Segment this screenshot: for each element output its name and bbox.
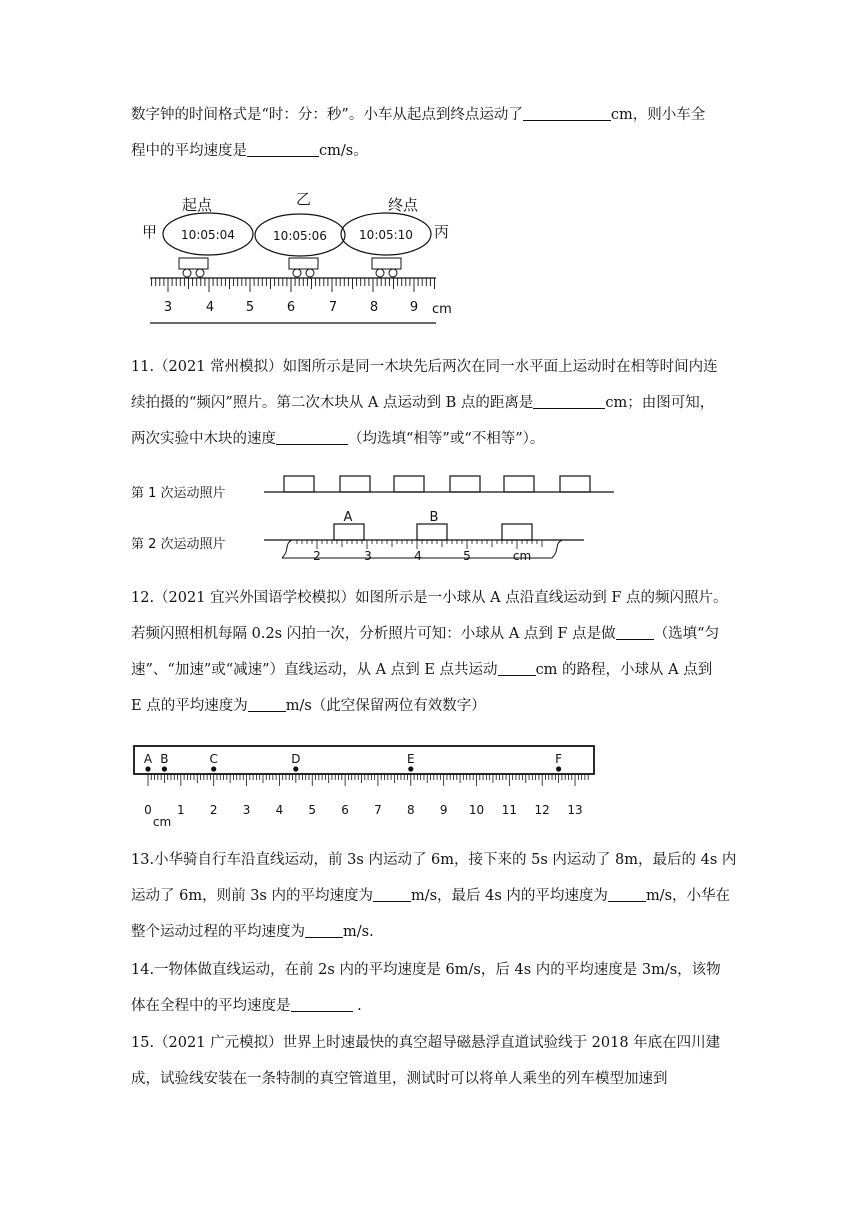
photo-frame — [134, 746, 594, 774]
ball-point-B — [162, 766, 167, 771]
q15-line-1: 15.（2021 广元模拟）世界上时速最快的真空超导磁悬浮直道试验线于 2018 年底在四川建 — [131, 1035, 721, 1051]
tick-label: 7 — [374, 803, 382, 817]
q15-text — [131, 1025, 731, 1097]
tick-label: 8 — [406, 803, 415, 817]
tick-label: 4 — [414, 549, 422, 563]
answer-blank[interactable] — [373, 885, 411, 902]
ball-point-C — [211, 766, 216, 771]
ruler-ticks — [148, 774, 588, 786]
ball-point-D — [293, 766, 298, 771]
tick-label: 9 — [439, 803, 448, 817]
tick-label: 5 — [245, 300, 255, 315]
tick-label: 5 — [308, 803, 317, 817]
q12-line-4: E 点的平均速度为 m/s（此空保留两位有效数字） — [131, 688, 731, 724]
q13-line-2: 运动了 6m，则前 3s 内的平均速度为 m/s，最后 4s 内的平均速度为 m/s，小华在 — [131, 878, 731, 914]
label-end: 终点 — [388, 196, 419, 214]
point-label-B: B — [160, 752, 169, 766]
unit-label: cm — [152, 815, 172, 829]
q12-figure — [128, 742, 598, 832]
label-jia: 甲 — [142, 223, 158, 241]
ruler-labels — [164, 300, 452, 317]
clock-mid-time: 10:05:06 — [273, 229, 327, 243]
tick-label: 2 — [313, 549, 321, 563]
label-mid: 乙 — [296, 190, 312, 208]
answer-blank[interactable] — [305, 921, 343, 938]
q10-text — [131, 97, 731, 169]
tick-label: 8 — [369, 300, 379, 315]
ruler-labels — [144, 803, 583, 817]
tick-label: 6 — [341, 803, 349, 817]
point-label-C: C — [209, 752, 218, 766]
clock-start-time: 10:05:04 — [181, 228, 235, 242]
ruler-break-left — [282, 540, 292, 558]
q11-line-3: 两次实验中木块的速度 （均选填“相等”或“不相等”）。 — [131, 421, 731, 457]
q10-line-2: 程中的平均速度是 cm/s。 — [131, 133, 731, 169]
q12-line-2: 若频闪照相机每隔 0.2s 闪拍一次，分析照片可知：小球从 A 点到 F 点是做 （选填“匀 — [131, 616, 731, 652]
q15-line-2: 成，试验线安装在一条特制的真空管道里，测试时可以将单人乘坐的列车模型加速到 — [131, 1071, 668, 1087]
tick-label: 0 — [144, 803, 152, 817]
ball-point-E — [408, 766, 413, 771]
cart-mid — [289, 258, 318, 277]
tick-label: 3 — [242, 803, 251, 817]
tick-label: 13 — [567, 803, 583, 817]
tick-label: 9 — [409, 300, 419, 315]
tick-label: 4 — [275, 803, 284, 817]
row2-blocks — [334, 524, 532, 540]
point-label-E: E — [407, 752, 415, 766]
tick-label: 10 — [468, 803, 485, 817]
ball-points — [144, 752, 562, 772]
q11-line-2: 续拍摄的“频闪”照片。第二次木块从 A 点运动到 B 点的距离是 cm；由图可知， — [131, 385, 731, 421]
tick-label: 3 — [163, 300, 173, 315]
answer-blank[interactable] — [276, 428, 348, 445]
q10-figure — [136, 186, 466, 328]
tick-label: 2 — [209, 803, 218, 817]
q14-line-2: 体在全程中的平均速度是 . — [131, 988, 731, 1024]
ruler-break-right — [552, 540, 562, 558]
tick-label: 11 — [501, 803, 517, 817]
answer-blank[interactable] — [291, 995, 353, 1012]
cart-end — [372, 258, 401, 277]
q13-text — [131, 842, 737, 950]
cart-start — [179, 258, 208, 277]
row1-blocks — [284, 476, 590, 492]
unit-label: cm — [512, 549, 532, 563]
label-start: 起点 — [182, 196, 213, 214]
q11-line-1: 11.（2021 常州模拟）如图所示是同一木块先后两次在同一水平面上运动时在相等时间内连 — [131, 359, 718, 375]
answer-blank[interactable] — [608, 885, 646, 902]
q13-line-1: 13.小华骑自行车沿直线运动，前 3s 内运动了 6m，接下来的 5s 内运动了 8m，最后的 4s 内 — [131, 852, 737, 868]
tick-label: 12 — [534, 803, 550, 817]
clock-end-time: 10:05:10 — [359, 228, 413, 242]
tick-label: 5 — [463, 549, 471, 563]
point-label-F: F — [555, 752, 563, 766]
q11-text — [131, 349, 731, 457]
ball-point-F — [556, 766, 561, 771]
point-label-B: B — [429, 510, 439, 525]
point-label-A: A — [343, 510, 353, 525]
q14-line-1: 14.一物体做直线运动，在前 2s 内的平均速度是 6m/s，后 4s 内的平均速度是 3m/s，该物 — [131, 962, 721, 978]
q11-figure — [262, 470, 622, 570]
q13-line-3: 整个运动过程的平均速度为 m/s. — [131, 914, 731, 950]
tick-label: 7 — [328, 300, 338, 315]
tick-label: 6 — [286, 300, 296, 315]
unit-label: cm — [432, 302, 452, 317]
q12-line-1: 12.（2021 宜兴外国语学校模拟）如图所示是一小球从 A 点沿直线运动到 F 点的频闪照片。 — [131, 590, 728, 606]
q11-row2-label: 第 2 次运动照片 — [131, 537, 226, 552]
answer-blank[interactable] — [247, 140, 319, 157]
answer-blank[interactable] — [523, 104, 611, 121]
q10-line-1: 数字钟的时间格式是“时：分：秒”。小车从起点到终点运动了 cm，则小车全 — [131, 97, 731, 133]
point-label-A: A — [143, 752, 153, 766]
q14-text — [131, 952, 731, 1024]
tick-label: 1 — [177, 803, 185, 817]
q12-text — [131, 580, 731, 724]
ruler-ticks — [152, 278, 435, 292]
tick-label: 3 — [364, 549, 372, 563]
label-bing: 丙 — [434, 223, 450, 241]
answer-blank[interactable] — [498, 659, 536, 676]
answer-blank[interactable] — [533, 392, 605, 409]
ball-point-A — [145, 766, 150, 771]
answer-blank[interactable] — [616, 623, 654, 640]
point-label-D: D — [291, 752, 301, 766]
q11-row1-label: 第 1 次运动照片 — [131, 486, 226, 501]
tick-label: 4 — [205, 300, 215, 315]
ruler-ticks — [297, 540, 542, 549]
q12-line-3: 速”、“加速”或“减速”）直线运动，从 A 点到 E 点共运动 cm 的路程，小球从 A 点到 — [131, 652, 731, 688]
answer-blank[interactable] — [248, 695, 286, 712]
